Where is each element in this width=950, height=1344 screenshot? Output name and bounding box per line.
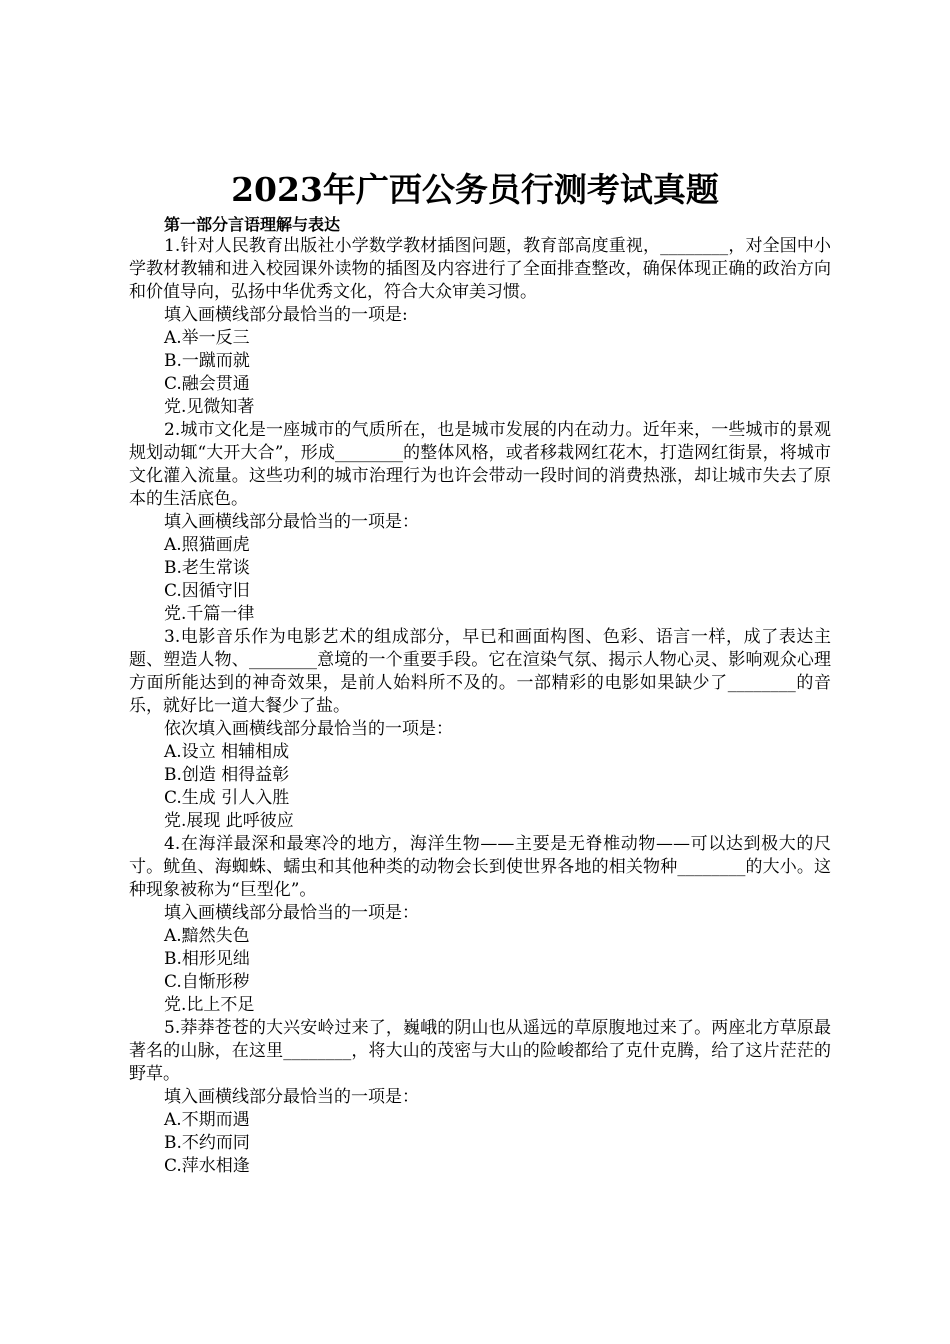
option-d: 党.比上不足	[164, 995, 255, 1015]
option-c: C.因循守旧	[164, 581, 250, 601]
question-prompt: 填入画横线部分最恰当的一项是:	[164, 305, 408, 325]
option-c: C.萍水相逢	[164, 1156, 250, 1176]
document-title: 2023年广西公务员行测考试真题	[231, 170, 719, 209]
option-c: C.自惭形秽	[164, 972, 250, 992]
question-stem: 2.城市文化是一座城市的气质所在，也是城市发展的内在动力。近年来，一些城市的景观规划动辄“大开大合”，形成________的整体风格，或者移栽网红花木，打造网红街景，将城市文化灌入流量。这些功利的城市治理行为也许会带动一段时间的消费热涨，却让城市失去了原本的生活底色。	[129, 420, 831, 509]
option-b: B.不约而同	[164, 1133, 250, 1153]
document-body	[129, 235, 831, 1178]
option-a: A.黯然失色	[164, 926, 250, 946]
option-b: B.一蹴而就	[164, 351, 250, 371]
question-stem: 5.莽莽苍苍的大兴安岭过来了，巍峨的阴山也从遥远的草原腹地过来了。两座北方草原最著名的山脉，在这里________，将大山的茂密与大山的险峻都给了克什克腾，给了这片茫茫的野草。	[129, 1018, 831, 1084]
question-stem: 1.针对人民教育出版社小学数学教材插图问题，教育部高度重视，________，对全国中小学教材教辅和进入校园课外读物的插图及内容进行了全面排查整改，确保体现正确的政治方向和价值导向，弘扬中华优秀文化，符合大众审美习惯。	[129, 236, 831, 302]
option-a: A.照猫画虎	[164, 535, 250, 555]
question-prompt: 填入画横线部分最恰当的一项是：	[164, 512, 419, 532]
option-b: B.创造 相得益彰	[164, 765, 290, 785]
section-heading: 第一部分言语理解与表达	[164, 215, 341, 234]
question-prompt: 依次填入画横线部分最恰当的一项是：	[164, 719, 453, 739]
option-a: A.不期而遇	[164, 1110, 250, 1130]
option-b: B.老生常谈	[164, 558, 250, 578]
option-c: C.生成 引人入胜	[164, 788, 290, 808]
option-d: 党.展现 此呼彼应	[164, 811, 294, 831]
question-prompt: 填入画横线部分最恰当的一项是：	[164, 903, 419, 923]
option-c: C.融会贯通	[164, 374, 250, 394]
option-d: 党.千篇一律	[164, 604, 255, 624]
question-prompt: 填入画横线部分最恰当的一项是：	[164, 1087, 419, 1107]
question-stem: 4.在海洋最深和最寒冷的地方，海洋生物——主要是无脊椎动物——可以达到极大的尺寸。鱿鱼、海蜘蛛、蠕虫和其他种类的动物会长到使世界各地的相关物种________的大小。这种现象被称为“巨型化”。	[129, 834, 831, 900]
option-d: 党.见微知著	[164, 397, 255, 417]
option-a: A.举一反三	[164, 328, 250, 348]
question-stem: 3.电影音乐作为电影艺术的组成部分，早已和画面构图、色彩、语言一样，成了表达主题、塑造人物、________意境的一个重要手段。它在渲染气氛、揭示人物心灵、影响观众心理方面所能达到的神奇效果，是前人始料所不及的。一部精彩的电影如果缺少了________的音乐，就好比一道大餐少了盐。	[129, 627, 831, 716]
option-b: B.相形见绌	[164, 949, 250, 969]
option-a: A.设立 相辅相成	[164, 742, 290, 762]
